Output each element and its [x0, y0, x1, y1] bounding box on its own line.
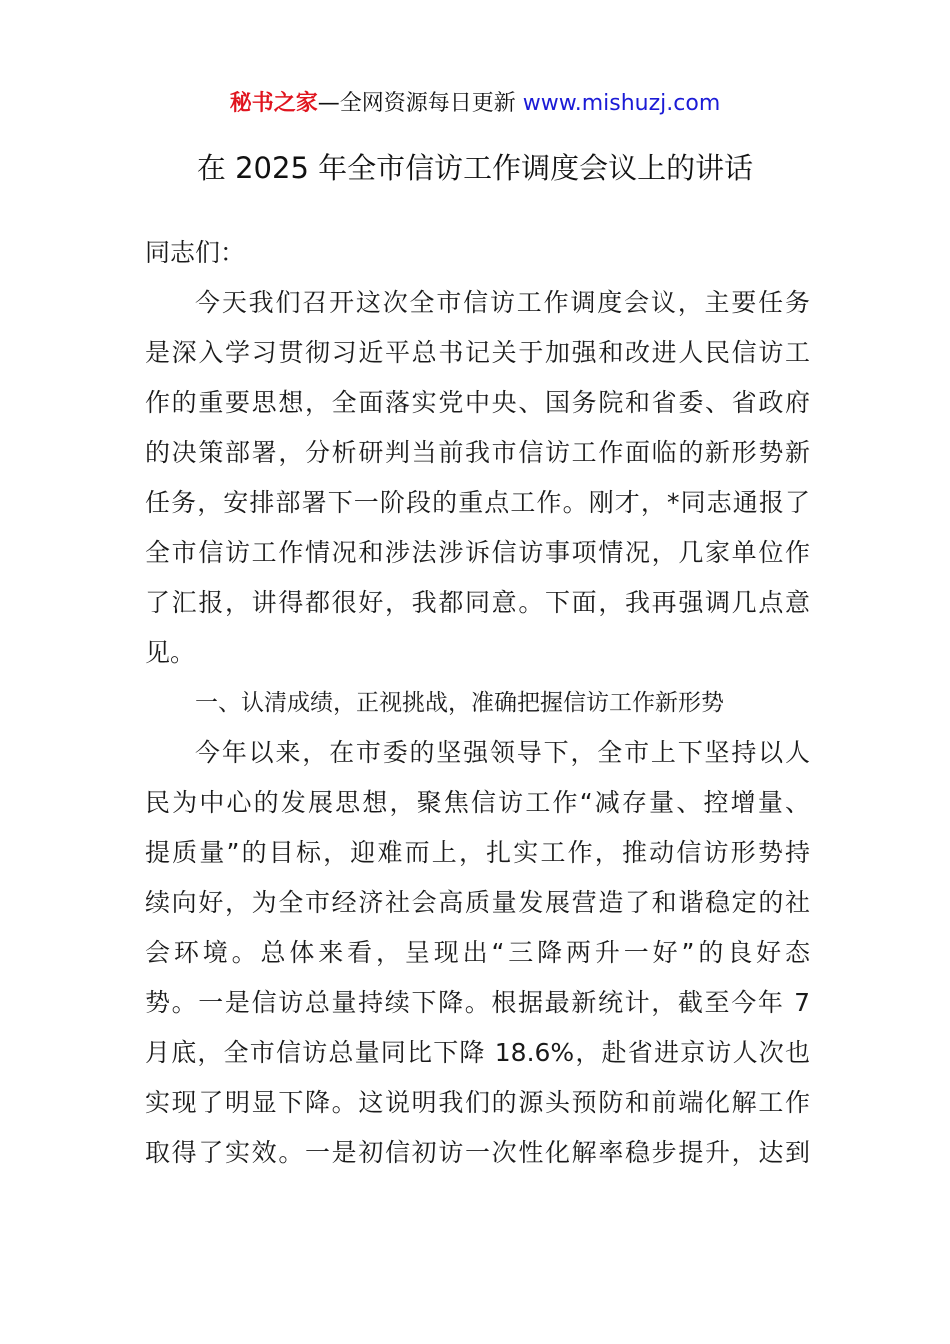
paragraph-line: 是深入学习贯彻习近平总书记关于加强和改进人民信访工	[145, 338, 810, 367]
paragraph-line: 势。一是信访总量持续下降。根据最新统计，截至今年 7	[145, 988, 810, 1017]
paragraph-line: 全市信访工作情况和涉法涉诉信访事项情况，几家单位作	[145, 538, 810, 567]
paragraph-line: 取得了实效。一是初信初访一次性化解率稳步提升，达到	[145, 1138, 810, 1167]
paragraph-line: 实现了明显下降。这说明我们的源头预防和前端化解工作	[145, 1088, 810, 1117]
paragraph-line: 会环境。总体来看，呈现出“三降两升一好”的良好态	[145, 938, 810, 967]
salutation: 同志们：	[145, 238, 246, 267]
site-slogan: —全网资源每日更新	[317, 91, 516, 116]
paragraph-line: 今年以来，在市委的坚强领导下，全市上下坚持以人	[195, 738, 810, 767]
paragraph-line: 任务，安排部署下一阶段的重点工作。刚才，*同志通报了	[145, 488, 810, 517]
paragraph-line: 续向好，为全市经济社会高质量发展营造了和谐稳定的社	[145, 888, 810, 917]
site-url-link[interactable]: www.mishuzj.com	[522, 91, 721, 116]
paragraph-line: 今天我们召开这次全市信访工作调度会议，主要任务	[195, 288, 810, 317]
paragraph-line: 见。	[145, 638, 196, 667]
paragraph-line: 月底，全市信访总量同比下降 18.6%，赴省进京访人次也	[145, 1038, 810, 1067]
document-title: 在 2025 年全市信访工作调度会议上的讲话	[196, 151, 754, 185]
paragraph-line: 民为中心的发展思想，聚焦信访工作“减存量、控增量、	[145, 788, 810, 817]
document-body	[145, 228, 810, 1178]
paragraph-line: 作的重要思想，全面落实党中央、国务院和省委、省政府	[145, 388, 810, 417]
section-heading: 一、认清成绩，正视挑战，准确把握信访工作新形势	[195, 690, 724, 716]
site-brand: 秘书之家	[229, 91, 318, 116]
paragraph-line: 了汇报，讲得都很好，我都同意。下面，我再强调几点意	[145, 588, 810, 617]
site-header	[0, 88, 950, 120]
paragraph-line: 的决策部署，分析研判当前我市信访工作面临的新形势新	[145, 438, 810, 467]
paragraph-line: 提质量”的目标，迎难而上，扎实工作，推动信访形势持	[145, 838, 810, 867]
